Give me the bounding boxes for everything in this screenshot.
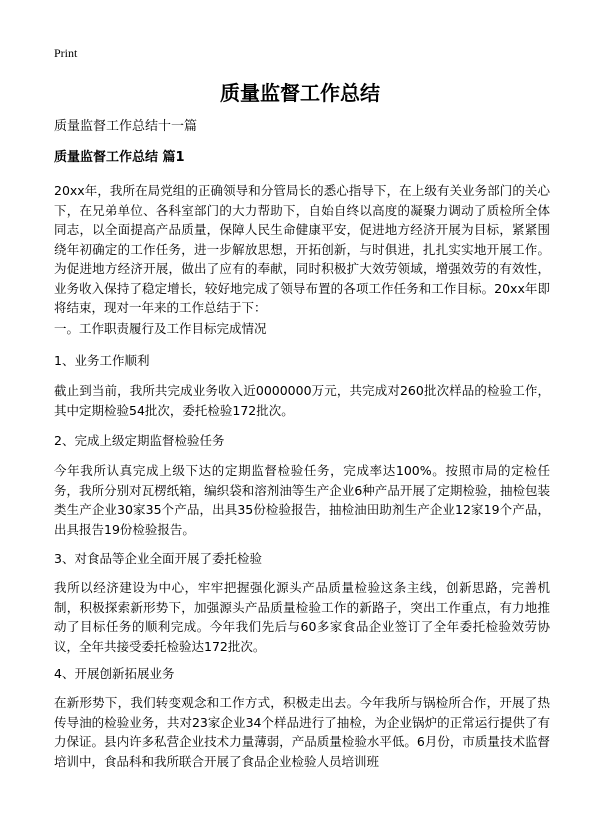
part1-heading: 一。工作职责履行及工作目标完成情况 (54, 321, 267, 336)
item1-paragraph: 截止到当前，我所共完成业务收入近0000000万元，共完成对260批次样品的检验工作，其中定期检验54批次，委托检验172批次。 (54, 383, 550, 418)
section-heading: 质量监督工作总结 篇1 (54, 150, 185, 165)
item4-paragraph: 在新形势下，我们转变观念和工作方式，积极走出去。今年我所与锅检所合作，开展了热传导油的检验业务，共对23家企业34个样品进行了抽检，为企业锅炉的正常运行提供了有力保证。县内许多私营企业技术力量薄弱，产品质量检验水平低。6月份，市质量技术监督培训中，食品科和我所联合开展了食品企业检验人员培训班 (54, 695, 550, 769)
item1-heading: 1、业务工作顺利 (54, 353, 150, 368)
item2-paragraph: 今年我所认真完成上级下达的定期监督检验任务，完成率达100%。按照市局的定检任务，我所分别对瓦楞纸箱，编织袋和溶剂油等生产企业6种产品开展了定期检验，抽检包装类生产企业30家35个产品，出具35份检验报告，抽检油田助剂生产企业12家19个产品，出具报告19份检验报告。 (54, 463, 550, 537)
item3-paragraph: 我所以经济建设为中心，牢牢把握强化源头产品质量检验这条主线，创新思路，完善机制，积极探索新形势下，加强源头产品质量检验工作的新路子，突出工作重点，有力地推动了目标任务的顺利完成。今年我们先后与60多家食品企业签订了全年委托检验效劳协议，全年共接受委托检验达172批次。 (54, 580, 550, 654)
document-subtitle: 质量监督工作总结十一篇 (54, 119, 198, 134)
document-title: 质量监督工作总结 (220, 81, 380, 105)
item4-heading: 4、开展创新拓展业务 (54, 666, 175, 681)
item3-heading: 3、对食品等企业全面开展了委托检验 (54, 551, 262, 566)
intro-paragraph: 20xx年，我所在局党组的正确领导和分管局长的悉心指导下，在上级有关业务部门的关心下，在兄弟单位、各科室部门的大力帮助下，自始自终以高度的凝聚力调动了质检所全体同志，以全面提高产品质量，保障人民生命健康平安，促进地方经济开展为目标，紧紧围绕年初确定的工作任务，进一步解放思想，开拓创新，与时俱进，扎扎实实地开展工作。为促进地方经济开展，做出了应有的奉献，同时积极扩大效劳领域，增强效劳的有效性，业务收入保持了稳定增长，较好地完成了领导布置的各项工作任务和工作目标。20xx年即将结束，现对一年来的工作总结于下： (54, 183, 550, 315)
print-link[interactable]: Print (54, 46, 78, 60)
item2-heading: 2、完成上级定期监督检验任务 (54, 433, 225, 448)
